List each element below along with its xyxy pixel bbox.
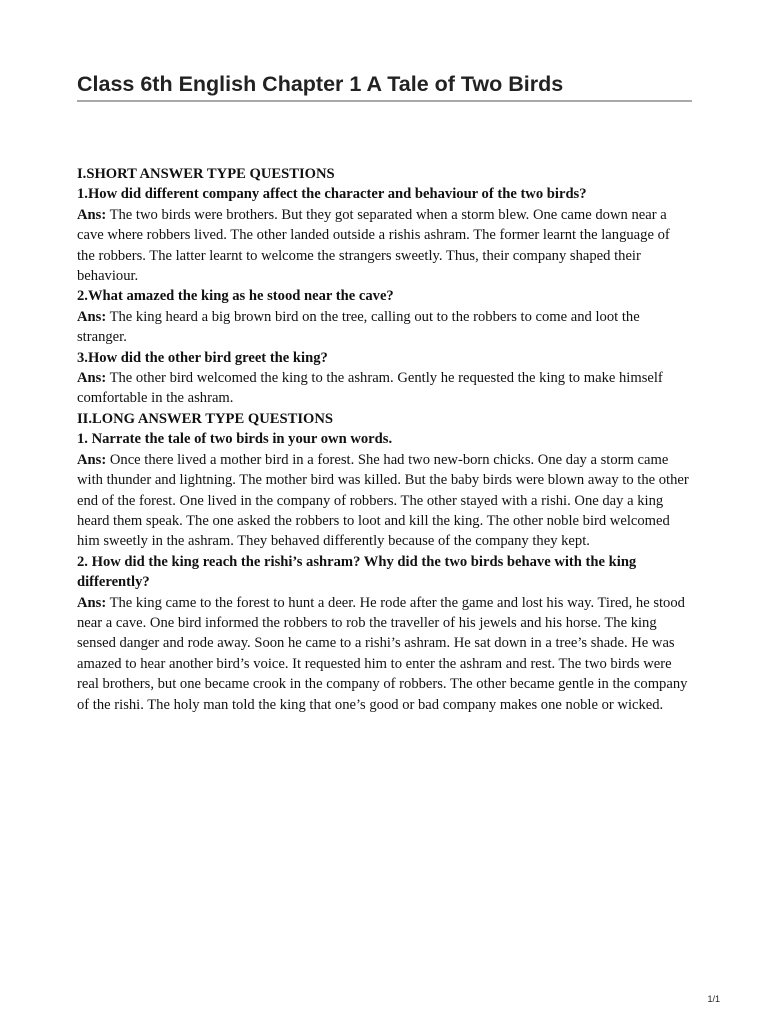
page-title: Class 6th English Chapter 1 A Tale of Two Birds [77,72,564,96]
answer-paragraph [77,368,689,409]
answer-text: The two birds were brothers. But they got separated when a storm blew. One came down near a cave where robbers lived. The other landed outside a rishis ashram. The former learnt the language of the robbers. The latter learnt to welcome the strangers sweetly. Thus, their company shaped their behaviour. [77,206,670,285]
answer-paragraph [77,593,689,715]
answer-paragraph [77,307,689,348]
question-text: 1. Narrate the tale of two birds in your own words. [77,431,393,448]
answer-text: The king heard a big brown bird on the tree, calling out to the robbers to come and loot the stranger. [77,308,640,346]
question-text: 3.How did the other bird greet the king? [77,349,328,366]
answer-label: Ans: [77,594,107,611]
answer-label: Ans: [77,206,107,223]
answer-label: Ans: [77,370,107,387]
page-number: 1/1 [707,994,720,1004]
question-text: 2. How did the king reach the rishi’s ashram? Why did the two birds behave with the king differently? [77,553,637,591]
question-text: 2.What amazed the king as he stood near the cave? [77,288,394,305]
answer-label: Ans: [77,451,107,468]
answer-text: The king came to the forest to hunt a deer. He rode after the game and lost his way. Tired, he stood near a cave. One bird informed the robbers to rob the traveller of his jewels and his horse. The king sensed danger and rode away. Soon he came to a rishi’s ashram. He sat down in a tree’s shade. He was amazed to hear another bird’s voice. It requested him to enter the ashram and rest. The two birds were real brothers, but one became crook in the company of robbers. The other became gentle in the company of the rishi. The holy man told the king that one’s good or bad company makes one noble or wicked. [77,594,688,713]
question-text: 1.How did different company affect the character and behaviour of the two birds? [77,186,587,203]
section-heading-short-answer: I.SHORT ANSWER TYPE QUESTIONS [77,166,335,182]
answer-paragraph [77,450,689,552]
section-heading-long-answer: II.LONG ANSWER TYPE QUESTIONS [77,410,334,427]
answer-text: The other bird welcomed the king to the ashram. Gently he requested the king to make himself comfortable in the ashram. [77,370,663,407]
document-body [77,164,689,715]
answer-label: Ans: [77,308,107,325]
answer-paragraph [77,205,689,287]
title-divider [77,100,692,102]
answer-text: Once there lived a mother bird in a forest. She had two new-born chicks. One day a storm came with thunder and lightning. The mother bird was killed. But the baby birds were blown away to the other end of the forest. One lived in the company of robbers. The other stayed with a rishi. One day a king heard them speak. The one asked the robbers to loot and kill the king. The other noble bird welcomed him sweetly in the ashram. They behaved differently because of the company they kept. [77,451,689,550]
